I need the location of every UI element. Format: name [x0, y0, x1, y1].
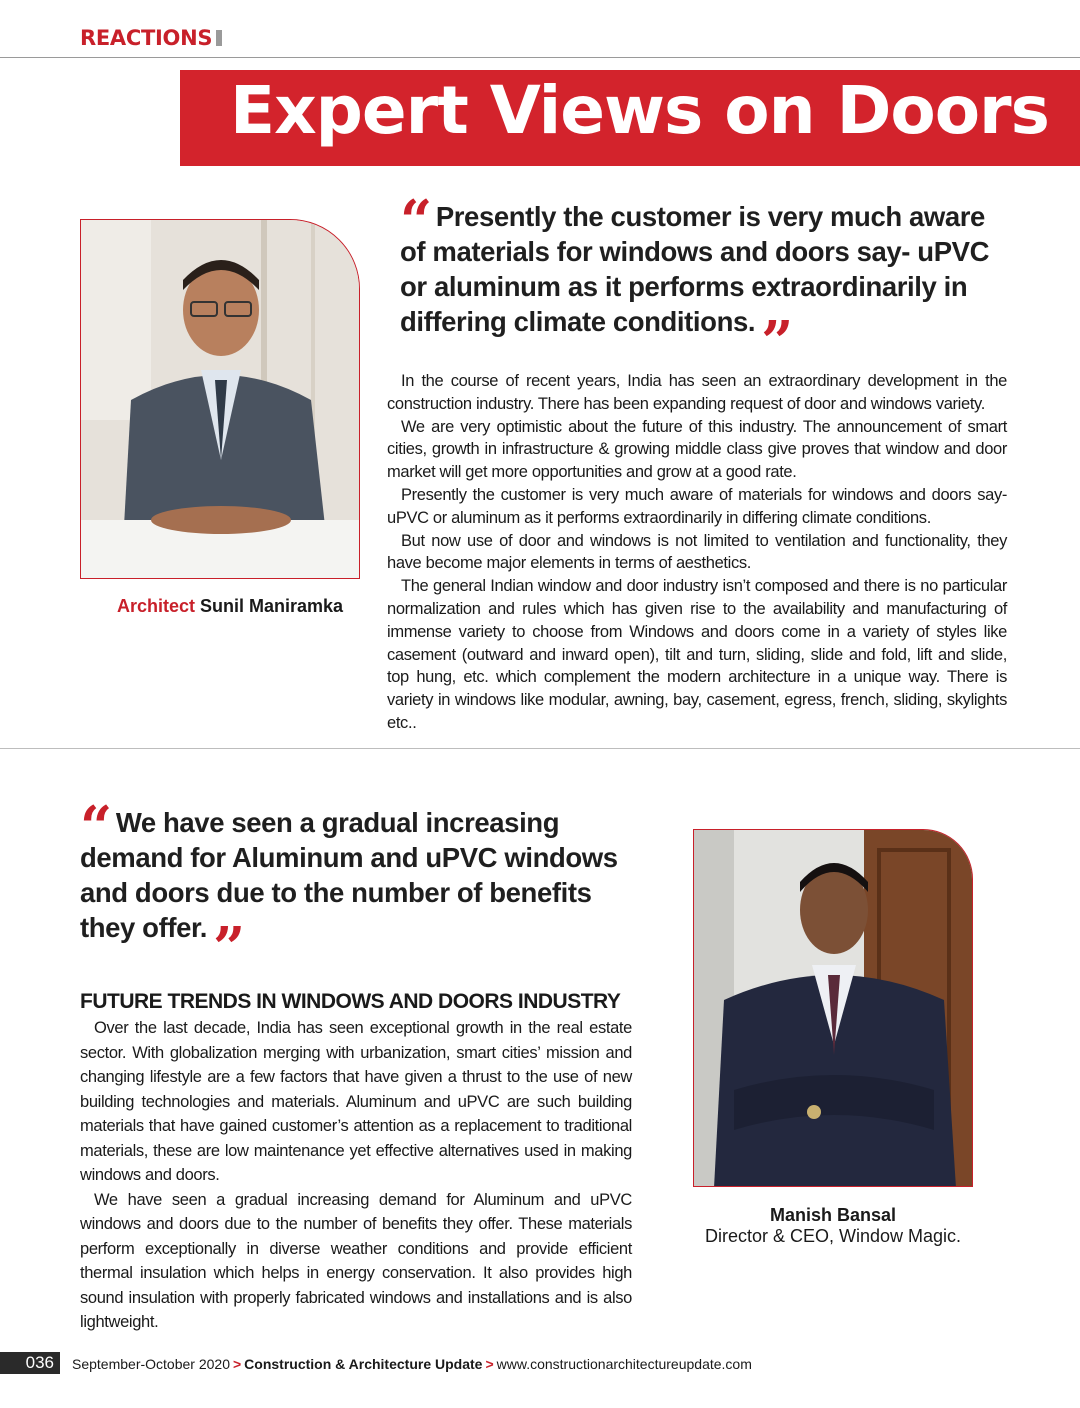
portrait-illustration	[81, 220, 360, 579]
title-banner	[180, 70, 1080, 166]
pull-quote-2: “ We have seen a gradual increasing demand for Aluminum and uPVC windows and doors due to the number of benefits they offer. ”	[80, 794, 618, 981]
open-quote-icon: “	[400, 188, 432, 254]
caption-role: Architect	[116, 596, 195, 616]
paragraph: The general Indian window and door industry isn’t composed and there is no particular normalization and rules which has given rise to the availability and manufacturing of immense variety to choose from Windows and doors come in a variety of styles like casement (outward and inward open), tilt and turn, sliding, slide and fold, lift and slide, top hung, etc. which complement the modern architecture in a unique way. There is variety in windows like modular, awning, bay, casement, egress, french, sliding, skylights etc..	[387, 577, 1007, 732]
portrait-sunil-maniramka	[80, 219, 360, 579]
paragraph: We are very optimistic about the future of this industry. The announcement of smart cities, growth in infrastructure & growing middle class give proves that window and door market will get more opportunities and grow at a good rate.	[387, 417, 1007, 482]
article-body-2	[80, 1016, 632, 1335]
paragraph: Presently the customer is very much aware of materials for windows and doors say-uPVC or aluminum as it performs extraordinarily in differing climate conditions.	[387, 485, 1007, 527]
portrait-manish-bansal	[693, 829, 973, 1187]
page-footer	[0, 1352, 1080, 1376]
caption-name: Sunil Maniramka	[200, 596, 344, 616]
caption-expert-1	[80, 596, 380, 617]
chevron-right-icon: >	[485, 1356, 494, 1372]
chevron-right-icon: >	[232, 1356, 242, 1372]
page-number: 036	[0, 1352, 60, 1374]
caption-title: Director & CEO, Window Magic.	[704, 1226, 962, 1246]
section-label: REACTIONS	[80, 26, 222, 50]
paragraph: We have seen a gradual increasing demand for Aluminum and uPVC windows and doors due to the number of benefits they offer. These materials perform exceptionally in diverse weather conditions and provide efficient thermal insulation which helps in energy conservation. It also provides high sound insulation with properly fabricated windows and installations and is also lightweight.	[80, 1190, 632, 1331]
article-body-1	[387, 370, 1007, 735]
footer-publication: Construction & Architecture Update	[244, 1356, 483, 1372]
pull-quote-1: “ Presently the customer is very much aware of materials for windows and doors say- uPVC or aluminum as it performs extraordinarily in differing climate conditions. ”	[400, 188, 990, 375]
paragraph: In the course of recent years, India has seen an extraordinary development in the construction industry. There has been expanding request of door and windows variety.	[387, 372, 1007, 413]
section-heading: FUTURE TRENDS IN WINDOWS AND DOORS INDUSTRY	[80, 990, 621, 1013]
footer-line	[72, 1356, 752, 1372]
footer-website[interactable]: www.constructionarchitectureupdate.com	[496, 1356, 752, 1372]
open-quote-icon: “	[80, 794, 112, 860]
footer-issue: September-October 2020	[72, 1356, 230, 1372]
portrait-illustration	[694, 830, 973, 1187]
paragraph: Over the last decade, India has seen exceptional growth in the real estate sector. With globalization merging with urbanization, smart cities’ mission and changing lifestyle are a few factors that have given a thrust to the use of new building technologies and materials. Aluminum and uPVC are such building materials that have gained customer’s attention as a replacement to traditional materials, these are low maintenance yet effective alternatives used in making windows and doors.	[80, 1019, 632, 1184]
top-rule	[0, 57, 1080, 58]
section-divider	[0, 748, 1080, 749]
caption-expert-2	[693, 1205, 973, 1247]
section-bar	[216, 30, 222, 46]
caption-name: Manish Bansal	[769, 1205, 897, 1225]
close-quote-icon: ”	[761, 309, 793, 375]
paragraph: But now use of door and windows is not limited to ventilation and functionality, they have become major elements in terms of aesthetics.	[387, 531, 1007, 573]
close-quote-icon: ”	[213, 915, 245, 981]
page-title: Expert Views on Doors	[230, 72, 1049, 149]
